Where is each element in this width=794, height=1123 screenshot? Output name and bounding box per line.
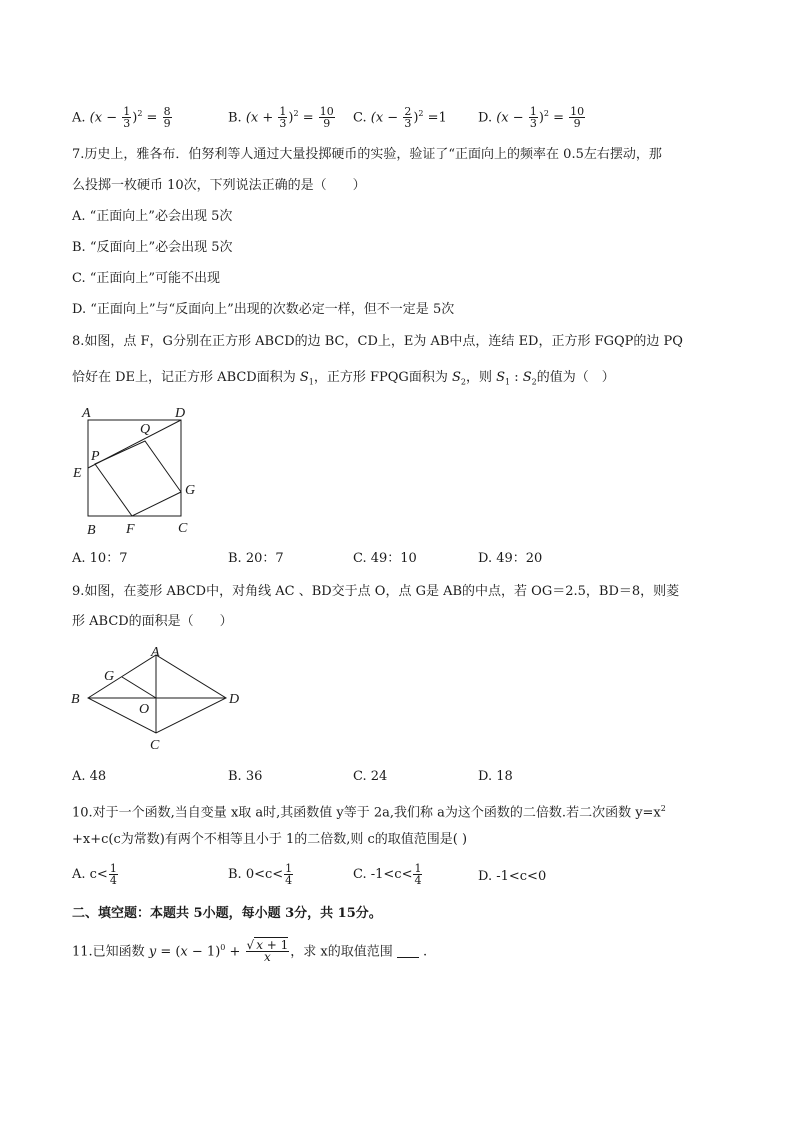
q7-stem-line2: 么投掷一枚硬币 10次，下列说法正确的是（ ）	[72, 178, 366, 193]
q6-option-b: B. (x + $\frac{1}{3}$ )$^2$ = $\frac{10}{9}$	[228, 105, 334, 131]
label-b: B	[87, 523, 96, 537]
label-c: C	[178, 521, 188, 536]
section-heading-fill-in: 二、填空题：本题共 5小题，每小题 3分，共 15分。	[72, 906, 382, 921]
q8-option-a: A. 10：7	[72, 551, 128, 566]
label-d: D	[175, 406, 186, 421]
q8-stem-line1: 8.如图，点 F，G分别在正方形 ABCD的边 BC，CD上，E为 AB中点，连结 ED，正方形 FGQP的边 PQ	[72, 334, 683, 349]
q9-rhombus-figure	[68, 643, 248, 753]
label-g: G	[185, 483, 196, 498]
label-b: B	[71, 692, 80, 707]
q9-option-b: B. 36	[228, 769, 263, 784]
q6-option-d: D. (x − $\frac{1}{3}$ )$^2$ = $\frac{10}{9}$	[478, 105, 585, 131]
segment-og	[122, 677, 156, 698]
q9-option-c: C. 24	[353, 769, 388, 784]
label-e: E	[73, 466, 82, 481]
label-a: A	[151, 645, 160, 660]
label-a: A	[82, 406, 91, 421]
label-f: F	[126, 522, 135, 537]
q7-option-a: A. “正面向上”必会出现 5次	[72, 209, 233, 224]
label-q: Q	[140, 422, 151, 437]
rhombus-abcd	[88, 655, 226, 733]
q10-option-b: B. 0<c< $\frac{1}{4}$	[228, 862, 293, 887]
label-c: C	[150, 738, 160, 753]
q9-stem-line2: 形 ABCD的面积是（ ）	[72, 614, 233, 629]
square-abcd	[88, 420, 181, 516]
q7-stem-line1: 7.历史上，雅各布．伯努利等人通过大量投掷硬币的实验，验证了“正面向上的频率在 0.5左右摆动，那	[72, 147, 662, 162]
q10-option-c: C. -1<c< $\frac{1}{4}$	[353, 862, 422, 887]
label-g: G	[104, 669, 115, 684]
square-fgqp	[95, 441, 181, 516]
q7-option-b: B. “反面向上”必会出现 5次	[72, 240, 233, 255]
q8-stem-line2: 恰好在 DE上，记正方形 ABCD面积为 $S_1$，正方形 FPQG面积为 $S_2$，则 $S_1$ : $S_2$的值为（ ）	[72, 370, 615, 387]
q10-option-d: D. -1<c<0	[478, 869, 547, 884]
q9-option-d: D. 18	[478, 769, 513, 784]
q9-stem-line1: 9.如图，在菱形 ABCD中，对角线 AC 、BD交于点 O，点 G是 AB的中点，若 OG＝2.5，BD＝8，则菱	[72, 584, 680, 599]
answer-blank[interactable]	[397, 945, 419, 958]
q6-option-c: C. (x − $\frac{2}{3}$ )$^2$ =1	[353, 105, 447, 131]
q9-option-a: A. 48	[72, 769, 107, 784]
q8-option-c: C. 49：10	[353, 551, 417, 566]
q7-option-d: D. “正面向上”与“反面向上”出现的次数必定一样，但不一定是 5次	[72, 302, 455, 317]
q8-option-b: B. 20：7	[228, 551, 284, 566]
label-o: O	[139, 702, 150, 717]
q8-square-figure	[70, 402, 210, 537]
q10-stem-line2: +x+c(c为常数)有两个不相等且小于 1的二倍数,则 c的取值范围是( )	[72, 832, 468, 847]
label-p: P	[91, 449, 100, 464]
q8-option-d: D. 49：20	[478, 551, 543, 566]
q11-stem: 11.已知函数 $y = (x - 1)^0$ + $\frac{√ x + 1}{x}$ ，求 x的取值范围 .	[72, 938, 428, 965]
label-d: D	[229, 692, 240, 707]
q10-stem-line1: 10.对于一个函数,当自变量 x取 a时,其函数值 y等于 2a,我们称 a为这个函数的二倍数.若二次函数 $y=x^2$	[72, 804, 666, 821]
q7-option-c: C. “正面向上”可能不出现	[72, 271, 221, 286]
q10-option-a: A. c< $\frac{1}{4}$	[72, 862, 117, 887]
q6-option-a: A. (x − $\frac{1}{3}$ )$^2$ = $\frac{8}{9}$	[72, 105, 171, 131]
